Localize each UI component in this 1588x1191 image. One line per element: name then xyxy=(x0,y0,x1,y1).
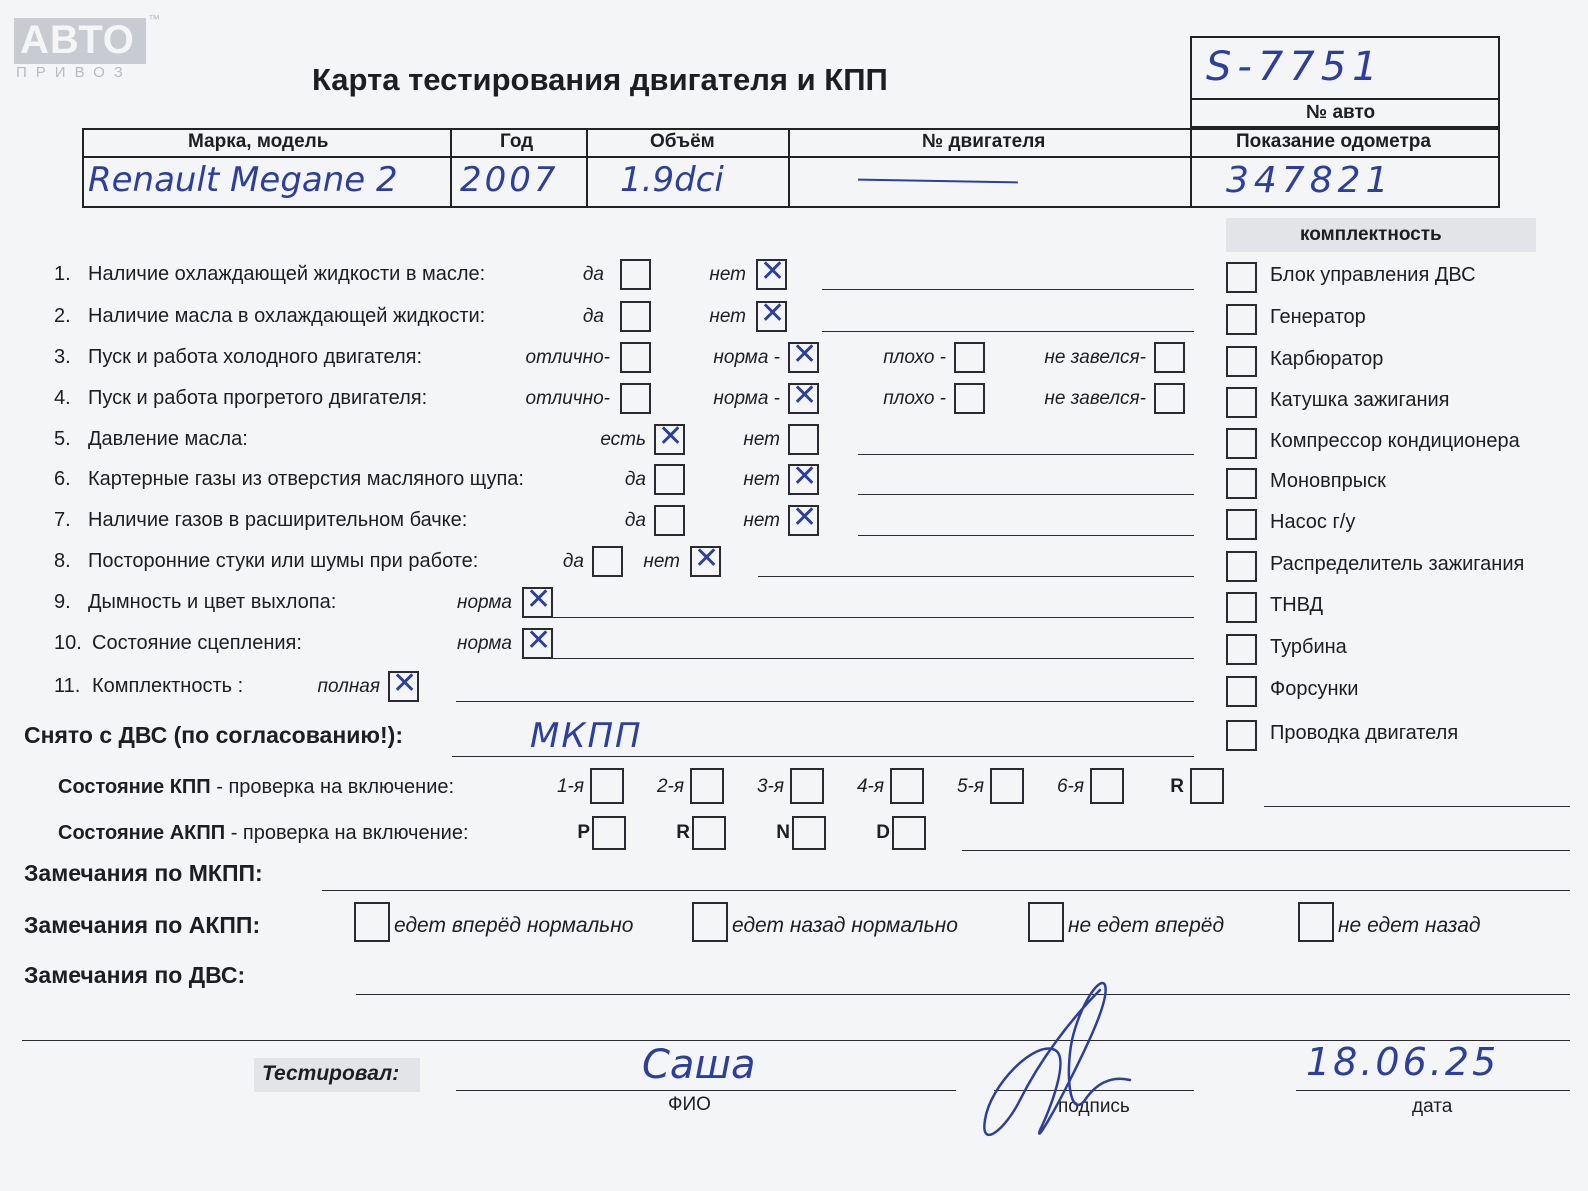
header-year-label: Год xyxy=(500,131,534,152)
option-checkbox[interactable] xyxy=(522,582,553,618)
option-checkbox[interactable] xyxy=(654,464,685,495)
question-text: Наличие масла в охлаждающей жидкости: xyxy=(88,305,486,327)
option-label: нет xyxy=(709,306,746,327)
question-text: Посторонние стуки или шумы при работе: xyxy=(88,550,479,572)
completeness-checkbox[interactable] xyxy=(1226,468,1257,499)
akpp-remark-checkbox[interactable] xyxy=(692,902,728,942)
logo-text: АВТО xyxy=(20,18,135,62)
remarks-dvs-label: Замечания по ДВС: xyxy=(24,962,246,988)
option-label: нет xyxy=(643,551,680,572)
gear-label: 2-я xyxy=(656,776,684,797)
option-checkbox[interactable] xyxy=(1154,383,1185,414)
option-checkbox[interactable] xyxy=(620,259,651,290)
gear-checkbox[interactable] xyxy=(990,768,1024,804)
remarks-akpp-label: Замечания по АКПП: xyxy=(24,912,261,938)
completeness-item: Блок управления ДВС xyxy=(1270,264,1476,286)
check-x-mark: ✕ xyxy=(526,623,552,658)
question-text: Пуск и работа холодного двигателя: xyxy=(88,346,423,368)
question-text: Комплектность : xyxy=(92,675,244,697)
signature-scribble xyxy=(960,980,1160,1160)
akpp-mode-checkbox[interactable] xyxy=(692,816,726,850)
logo-subtext: ПРИВОЗ xyxy=(16,64,132,81)
gear-label: R xyxy=(1170,776,1184,797)
option-label: да xyxy=(624,510,646,531)
option-checkbox[interactable] xyxy=(954,342,985,373)
question-text: Наличие охлаждающей жидкости в масле: xyxy=(88,263,486,285)
sign-label: подпись xyxy=(1058,1096,1130,1117)
completeness-item: Турбина xyxy=(1270,636,1347,658)
remarks-mkpp-line xyxy=(322,890,1570,891)
akpp-remark-label: не едет вперёд xyxy=(1068,914,1225,937)
gear-checkbox[interactable] xyxy=(690,768,724,804)
check-x-mark: ✕ xyxy=(694,541,720,576)
akpp-mode-label: P xyxy=(577,822,590,843)
check-x-mark: ✕ xyxy=(658,419,684,454)
gear-label: 4-я xyxy=(856,776,884,797)
option-checkbox[interactable] xyxy=(620,383,651,414)
check-x-mark: ✕ xyxy=(392,666,418,701)
question-number: 7. xyxy=(54,509,71,531)
date-line xyxy=(1296,1090,1570,1091)
option-label: да xyxy=(562,551,584,572)
answer-line xyxy=(758,576,1194,577)
completeness-checkbox[interactable] xyxy=(1226,509,1257,540)
option-label: нет xyxy=(743,429,780,450)
completeness-checkbox[interactable] xyxy=(1226,676,1257,707)
answer-line xyxy=(822,289,1194,290)
gear-checkbox[interactable] xyxy=(790,768,824,804)
option-label: отлично- xyxy=(525,388,610,409)
removed-label: Снято с ДВС (по согласованию!): xyxy=(24,722,403,748)
question-text: Состояние сцепления: xyxy=(92,632,302,654)
akpp-remark-checkbox[interactable] xyxy=(354,902,390,942)
completeness-checkbox[interactable] xyxy=(1226,720,1257,751)
question-text: Пуск и работа прогретого двигателя: xyxy=(88,387,428,409)
akpp-remark-checkbox[interactable] xyxy=(1028,902,1064,942)
page-title: Карта тестирования двигателя и КПП xyxy=(312,62,888,97)
removed-value[interactable]: МКПП xyxy=(530,716,643,756)
akpp-mode-checkbox[interactable] xyxy=(892,816,926,850)
gear-label: 3-я xyxy=(756,776,784,797)
option-checkbox[interactable] xyxy=(1154,342,1185,373)
question-text: Дымность и цвет выхлопа: xyxy=(88,591,337,613)
question-number: 3. xyxy=(54,346,71,368)
question-text: Картерные газы из отверстия масляного щупа: xyxy=(88,468,524,490)
akpp-line xyxy=(962,850,1570,851)
option-checkbox[interactable] xyxy=(654,419,685,455)
kpp-label-bold: Состояние КПП xyxy=(58,776,211,798)
akpp-mode-label: R xyxy=(676,822,690,843)
akpp-mode-checkbox[interactable] xyxy=(792,816,826,850)
check-x-mark: ✕ xyxy=(792,378,818,413)
completeness-item: Проводка двигателя xyxy=(1270,722,1459,744)
completeness-checkbox[interactable] xyxy=(1226,551,1257,582)
option-label: плохо - xyxy=(883,388,946,409)
answer-line xyxy=(546,617,1194,618)
akpp-remark-label: едет вперёд нормально xyxy=(394,914,634,937)
question-number: 8. xyxy=(54,550,71,572)
gear-checkbox[interactable] xyxy=(1090,768,1124,804)
akpp-remark-label: едет назад нормально xyxy=(732,914,958,937)
completeness-checkbox[interactable] xyxy=(1226,428,1257,459)
option-label: нет xyxy=(743,469,780,490)
akpp-remark-label: не едет назад xyxy=(1338,914,1481,937)
option-label: полная xyxy=(317,676,380,697)
option-checkbox[interactable] xyxy=(522,623,553,659)
question-number: 10. xyxy=(54,632,82,654)
answer-line xyxy=(858,494,1194,495)
akpp-remark-checkbox[interactable] xyxy=(1298,902,1334,942)
option-label: плохо - xyxy=(883,347,946,368)
option-checkbox[interactable] xyxy=(690,541,721,577)
question-number: 5. xyxy=(54,428,71,450)
car-id-value: S-7751 xyxy=(1206,44,1384,90)
gear-checkbox[interactable] xyxy=(1190,768,1224,804)
option-label: нет xyxy=(709,264,746,285)
gear-label: 5-я xyxy=(956,776,984,797)
remarks-mkpp-label: Замечания по МКПП: xyxy=(24,860,263,886)
option-label: да xyxy=(582,264,604,285)
date-label: дата xyxy=(1412,1096,1453,1117)
question-text: Наличие газов в расширительном бачке: xyxy=(88,509,468,531)
option-label: нет xyxy=(743,510,780,531)
option-checkbox[interactable] xyxy=(788,337,819,373)
completeness-checkbox[interactable] xyxy=(1226,346,1257,377)
completeness-item: Распределитель зажигания xyxy=(1270,553,1525,575)
removed-line xyxy=(452,756,1194,757)
gear-label: 6-я xyxy=(1056,776,1084,797)
fio-label: ФИО xyxy=(668,1094,711,1115)
akpp-mode-label: D xyxy=(876,822,890,843)
option-label: да xyxy=(624,469,646,490)
akpp-mode-label: N xyxy=(776,822,790,843)
check-x-mark: ✕ xyxy=(792,459,818,494)
check-x-mark: ✕ xyxy=(526,582,552,617)
option-checkbox[interactable] xyxy=(620,342,651,373)
check-x-mark: ✕ xyxy=(760,254,786,289)
option-checkbox[interactable] xyxy=(788,424,819,455)
fio-value: Саша xyxy=(642,1042,756,1088)
completeness-item: Генератор xyxy=(1270,306,1366,328)
question-number: 2. xyxy=(54,305,71,327)
completeness-item: Насос г/у xyxy=(1270,511,1356,533)
kpp-line xyxy=(1264,806,1570,807)
completeness-item: Карбюратор xyxy=(1270,348,1384,370)
header-engine-label: № двигателя xyxy=(922,131,1046,152)
question-number: 1. xyxy=(54,263,71,285)
question-number: 6. xyxy=(54,468,71,490)
check-x-mark: ✕ xyxy=(792,337,818,372)
car-id-label: № авто xyxy=(1306,102,1376,123)
odometer-value: 347821 xyxy=(1226,160,1394,201)
option-checkbox[interactable] xyxy=(388,666,419,702)
option-label: не завелся- xyxy=(1044,388,1146,409)
logo-tm: ™ xyxy=(148,12,160,26)
model-value: Renault Megane 2 xyxy=(88,160,398,200)
gear-checkbox[interactable] xyxy=(590,768,624,804)
option-checkbox[interactable] xyxy=(620,301,651,332)
option-label: да xyxy=(582,306,604,327)
check-x-mark: ✕ xyxy=(792,500,818,535)
option-label: не завелся- xyxy=(1044,347,1146,368)
header-volume-label: Объём xyxy=(650,131,715,152)
option-checkbox[interactable] xyxy=(788,378,819,414)
completeness-item: Моновпрыск xyxy=(1270,470,1386,492)
option-checkbox[interactable] xyxy=(788,500,819,536)
completeness-checkbox[interactable] xyxy=(1226,387,1257,418)
completeness-item: Форсунки xyxy=(1270,678,1359,700)
option-label: норма - xyxy=(713,388,780,409)
option-label: отлично- xyxy=(525,347,610,368)
option-label: норма - xyxy=(713,347,780,368)
completeness-checkbox[interactable] xyxy=(1226,634,1257,665)
kpp-label xyxy=(58,776,454,799)
question-number: 9. xyxy=(54,591,71,613)
question-number: 11. xyxy=(54,675,81,697)
akpp-mode-checkbox[interactable] xyxy=(592,816,626,850)
volume-value: 1.9dci xyxy=(620,160,724,200)
akpp-label-rest: - проверка на включение: xyxy=(225,822,469,844)
answer-line xyxy=(456,701,1194,702)
completeness-checkbox[interactable] xyxy=(1226,304,1257,335)
option-checkbox[interactable] xyxy=(756,254,787,290)
gear-label: 1-я xyxy=(556,776,584,797)
completeness-item: Катушка зажигания xyxy=(1270,389,1450,411)
option-checkbox[interactable] xyxy=(654,505,685,536)
kpp-label-rest: - проверка на включение: xyxy=(210,776,455,798)
answer-line xyxy=(546,658,1194,659)
answer-line xyxy=(822,331,1194,332)
check-x-mark: ✕ xyxy=(760,296,786,331)
option-checkbox[interactable] xyxy=(788,459,819,495)
question-number: 4. xyxy=(54,387,71,409)
option-checkbox[interactable] xyxy=(592,546,623,577)
akpp-label-bold: Состояние АКПП xyxy=(58,822,226,844)
akpp-label xyxy=(58,822,469,845)
completeness-item: ТНВД xyxy=(1270,594,1324,616)
completeness-item: Компрессор кондиционера xyxy=(1270,430,1520,452)
header-model-label: Марка, модель xyxy=(188,131,329,152)
fio-line xyxy=(456,1090,956,1091)
gear-checkbox[interactable] xyxy=(890,768,924,804)
completeness-checkbox[interactable] xyxy=(1226,592,1257,623)
tested-label: Тестировал: xyxy=(262,1062,400,1085)
year-value: 2007 xyxy=(460,160,559,200)
answer-line xyxy=(858,535,1194,536)
option-label: норма xyxy=(457,592,512,613)
option-label: норма xyxy=(457,633,512,654)
option-checkbox[interactable] xyxy=(954,383,985,414)
option-checkbox[interactable] xyxy=(756,296,787,332)
answer-line xyxy=(858,454,1194,455)
header-odometer-label: Показание одометра xyxy=(1236,131,1431,152)
date-value: 18.06.25 xyxy=(1306,1040,1500,1084)
completeness-checkbox[interactable] xyxy=(1226,262,1257,293)
question-text: Давление масла: xyxy=(88,428,248,450)
completeness-title: комплектность xyxy=(1300,224,1442,245)
option-label: есть xyxy=(600,429,646,450)
